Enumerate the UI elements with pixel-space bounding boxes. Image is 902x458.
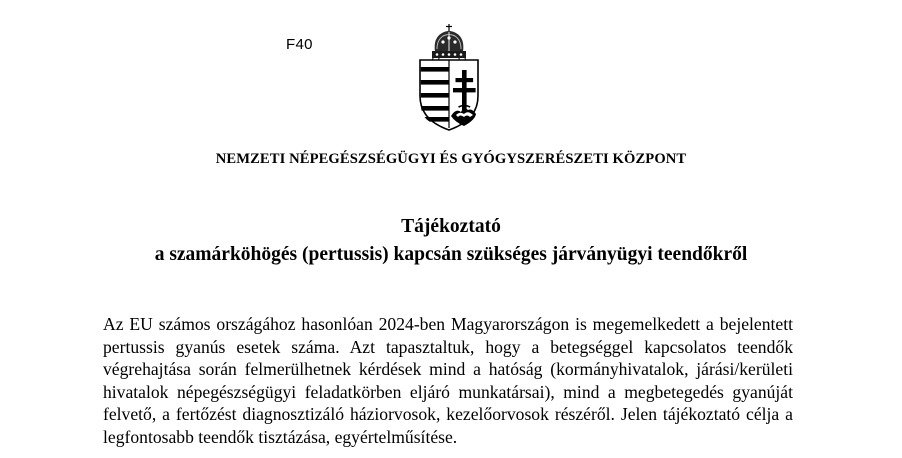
title-line-2: a szamárköhögés (pertussis) kapcsán szükséges járványügyi teendőkről <box>154 244 748 265</box>
institution-name: NEMZETI NÉPEGÉSZSÉGÜGYI ÉS GYÓGYSZERÉSZETI KÖZPONT <box>215 151 687 167</box>
document-code: F40 <box>286 36 313 53</box>
title-line-1: Tájékoztató <box>401 216 501 237</box>
document-title <box>0 213 902 269</box>
intro-paragraph: Az EU számos országához hasonlóan 2024-ben Magyarországon is megemelkedett a bejelentett pertussis gyanús esetek száma. Azt tapasztaltuk, hogy a betegséggel kapcsolatos teendők végrehajtása során felmerülhetnek kérdések mind a hatóság (kormányhivatalok, járási/kerületi hivatalok népegészségügyi feladatkörben eljáró munkatársai), mind a megbetegedés gyanúját felvető, a fertőzést diagnosztizáló háziorvosok, kezelőorvosok részéről. Jelen tájékoztató célja a legfontosabb teendők tisztázása, egyértelműsítése. <box>103 314 793 447</box>
hungarian-coat-of-arms-icon <box>417 22 481 132</box>
